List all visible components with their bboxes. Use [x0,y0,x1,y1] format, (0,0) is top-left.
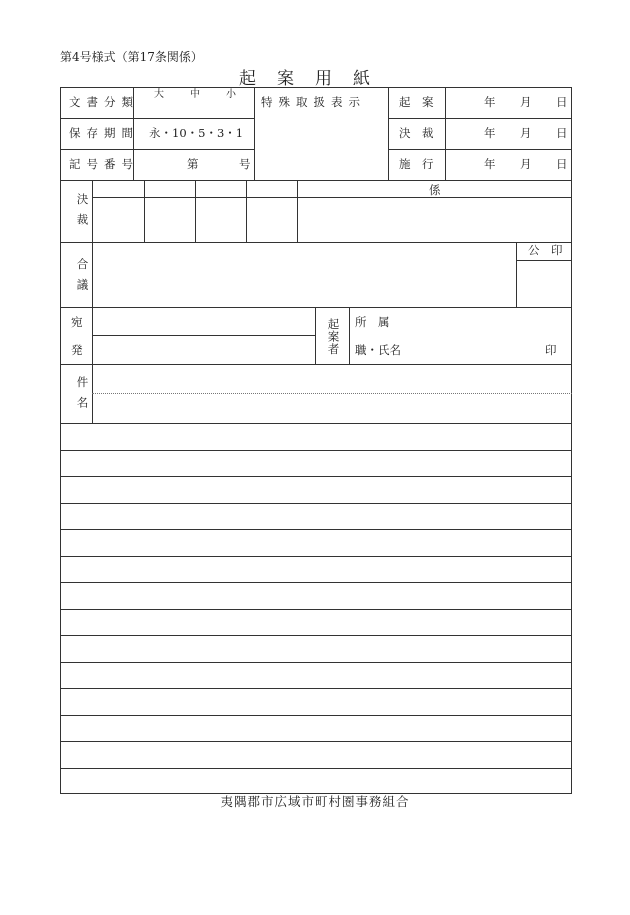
approved-date-label: 決 裁 [399,126,434,140]
drafted-day: 日 [556,95,568,109]
drafter-label: 起案者 [326,318,341,356]
size-small: 小 [226,89,236,100]
retention-label: 保存期間 [69,126,139,140]
retention-options: 永・10・5・3・1 [149,126,244,140]
approved-month: 月 [520,126,532,140]
affiliation-label: 所 属 [355,315,390,329]
drafted-month: 月 [520,95,532,109]
form-title: 起案用紙 [239,69,391,89]
size-large: 大 [154,89,164,100]
approval-label: 決裁 [75,193,90,234]
special-handling-label: 特殊取扱表示 [261,95,366,109]
official-seal-label: 公 印 [528,243,563,257]
subject-label: 件名 [75,376,90,417]
enforced-day: 日 [556,157,568,171]
drafted-date-label: 起 案 [399,95,434,109]
draft-form-table [60,87,572,794]
staff-label: 係 [429,183,441,197]
enforced-year: 年 [484,157,496,171]
approved-day: 日 [556,126,568,140]
record-number-prefix: 第 [187,157,199,171]
consultation-label: 合議 [75,258,90,299]
position-name-label: 職・氏名 [355,343,401,357]
size-medium: 中 [190,89,200,100]
record-number-suffix: 号 [239,157,251,171]
approved-year: 年 [484,126,496,140]
form-number-label: 第4号様式（第17条関係） [60,50,203,64]
sender-label: 発 [71,343,83,357]
organization-name: 夷隅郡市広域市町村圏事務組合 [220,794,410,809]
classification-label: 文書分類 [69,95,139,109]
enforced-month: 月 [520,157,532,171]
drafted-year: 年 [484,95,496,109]
drafter-seal-mark: 印 [545,343,557,357]
enforced-date-label: 施 行 [399,157,434,171]
record-number-label: 記号番号 [69,157,139,171]
addressee-label: 宛 [71,315,83,329]
